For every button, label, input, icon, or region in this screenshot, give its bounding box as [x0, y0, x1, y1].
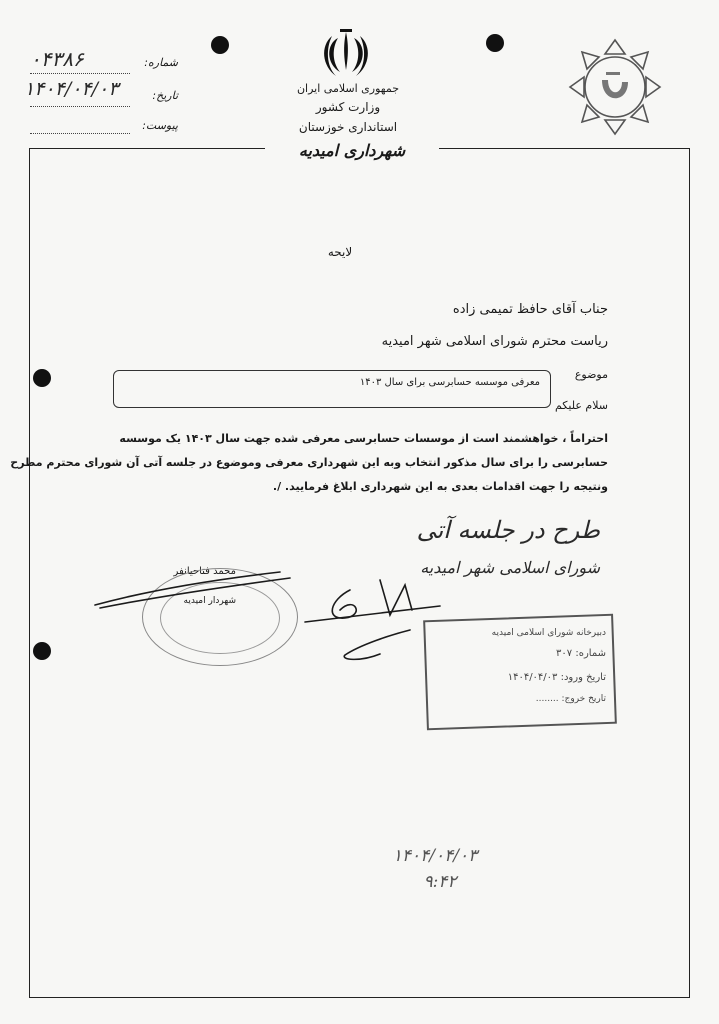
municipality-logo-icon [562, 32, 668, 142]
date-value: ۱۴۰۴/۰۴/۰۳ [24, 78, 119, 100]
number-label: شماره: [144, 56, 178, 69]
iran-emblem-icon [318, 28, 374, 80]
number-dotted-line [30, 73, 130, 74]
document-type: لایحه [327, 245, 353, 259]
stamp-line-2: شماره: ۳۰۷ [556, 648, 606, 659]
paragraph-line-2: حسابرسی را برای سال مذکور انتخاب وبه این شهرداری معرفی وموضوع در جلسه آتی آن شورای محترم مطرح [10, 456, 608, 469]
subject-box [113, 370, 551, 408]
bottom-handwritten-time: ۹:۴۲ [423, 872, 457, 892]
org-line-province: استانداری خوزستان [298, 120, 398, 134]
org-line-ministry: وزارت کشور [315, 100, 381, 114]
subject-text: معرفی موسسه حسابرسی برای سال ۱۴۰۳ [359, 377, 540, 388]
paragraph-line-1: احتراماً ، خواهشمند است از موسسات حسابرسی معرفی شده جهت سال ۱۴۰۳ یک موسسه [119, 432, 608, 445]
attachment-dotted-line [30, 133, 130, 134]
subject-label: موضوع [574, 368, 608, 381]
greeting: سلام علیکم [554, 399, 608, 412]
stamp-line-4: تاریخ خروج: ........ [535, 694, 606, 704]
attachment-label: پیوست: [142, 119, 178, 132]
recipient-name: جناب آقای حافظ تمیمی زاده [452, 302, 608, 317]
signatory-name: محمد فتاحیانفر [173, 566, 236, 577]
handwritten-note-line-1: طرح در جلسه آتی [416, 516, 600, 544]
punch-hole [211, 36, 229, 54]
org-line-country: جمهوری اسلامی ایران [296, 82, 400, 95]
date-dotted-line [30, 106, 130, 107]
punch-hole [486, 34, 504, 52]
number-value: ۰۴۳۸۶ [30, 47, 84, 71]
bottom-handwritten-date: ۱۴۰۴/۰۴/۰۳ [392, 846, 478, 866]
signatory-title: شهردار امیدیه [183, 596, 236, 606]
stamp-line-3: تاریخ ورود: ۱۴۰۴/۰۴/۰۳ [507, 672, 606, 683]
handwritten-note-line-2: شورای اسلامی شهر امیدیه [420, 558, 600, 577]
date-label: تاریخ: [152, 89, 178, 102]
paragraph-line-3: ونتیجه را جهت اقدامات بعدی به این شهرداری ابلاغ فرمایید. /. [272, 480, 608, 493]
recipient-title: ریاست محترم شورای اسلامی شهر امیدیه [381, 334, 608, 349]
signature-scribble [90, 560, 450, 670]
municipality-title: شهرداری امیدیه [265, 141, 439, 160]
stamp-line-1: دبیرخانه شورای اسلامی امیدیه [491, 628, 606, 638]
